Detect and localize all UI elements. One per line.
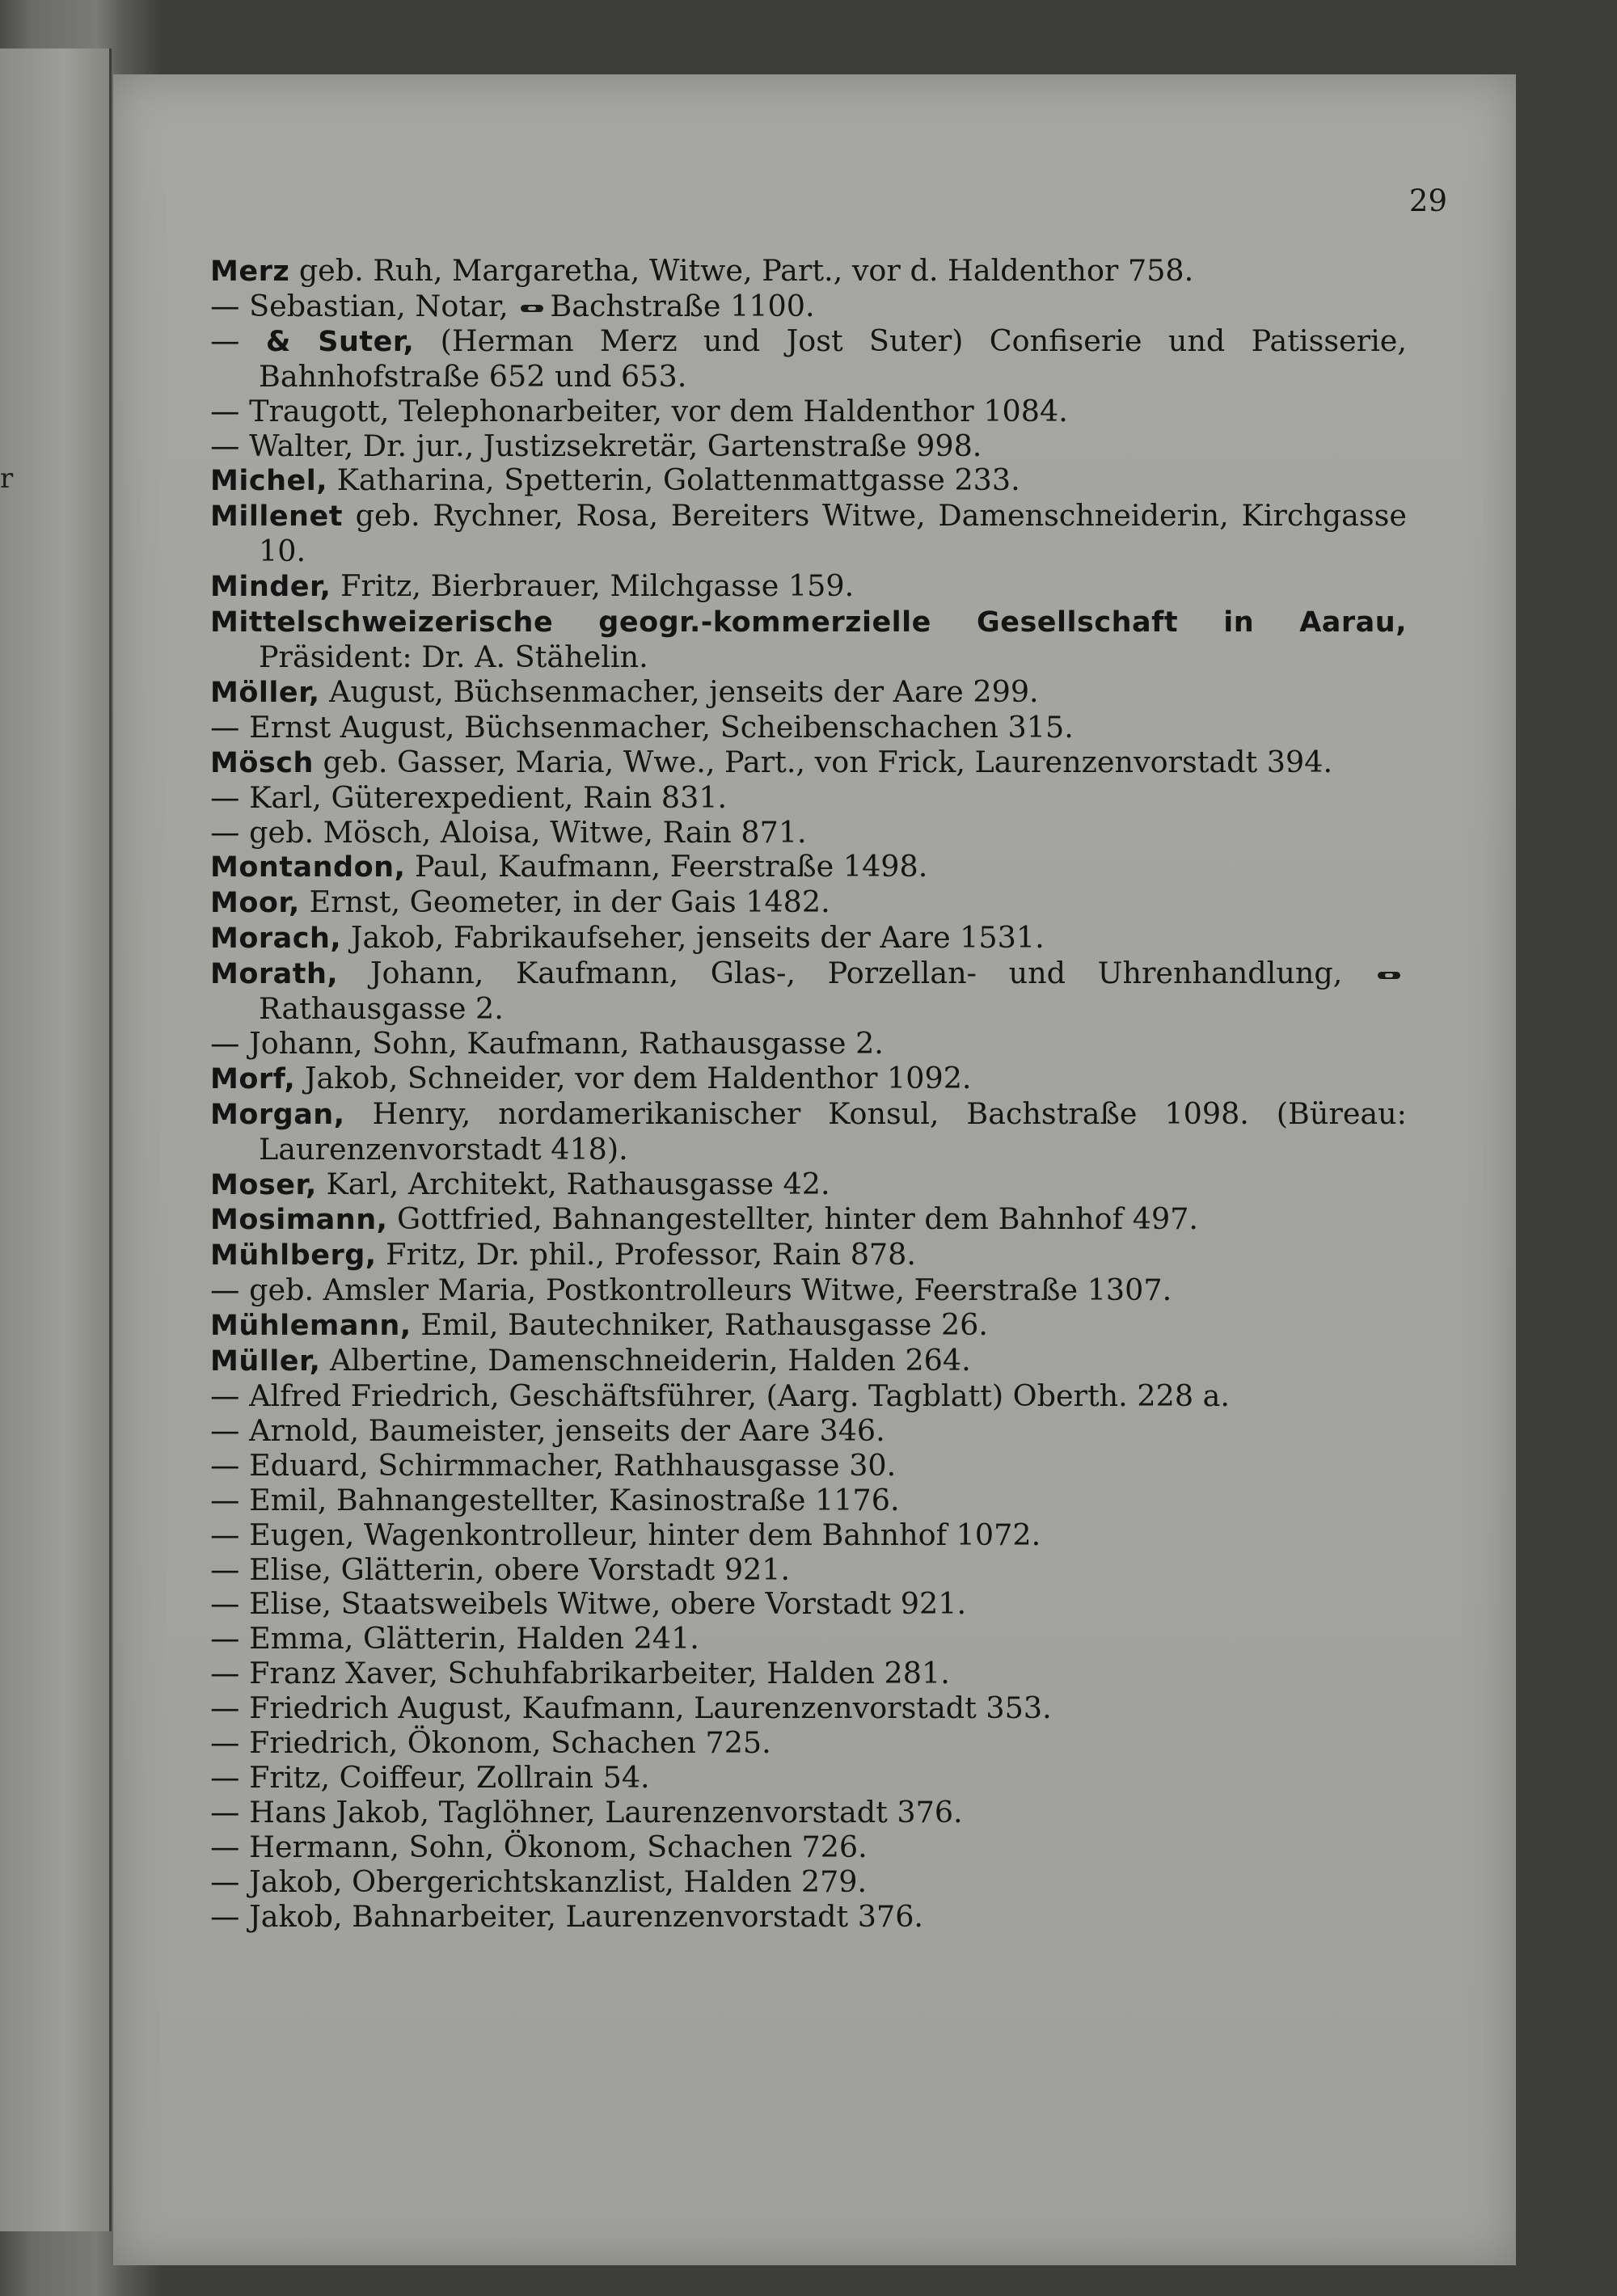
directory-entry: [210, 1761, 1407, 1796]
entry-surname: Mühlemann,: [210, 1310, 412, 1343]
entry-details: Katharina, Spetterin, Golattenmattgasse 233.: [336, 462, 1020, 498]
entry-firm-name: & Suter,: [265, 325, 415, 358]
directory-entry: [210, 1726, 1407, 1761]
directory-entry: [210, 1553, 1407, 1588]
directory-entry: [210, 324, 1407, 395]
entry-surname: Moser,: [210, 1168, 317, 1201]
directory-entry: [210, 1484, 1407, 1518]
directory-entry: [210, 254, 1407, 289]
entry-details: Emil, Bautechniker, Rathausgasse 26.: [420, 1307, 988, 1343]
repeat-dash: —: [210, 1586, 250, 1622]
repeat-dash: —: [210, 1447, 250, 1483]
entry-surname: Mittelschweizerische geogr.-kommerzielle Gesellschaft in Aarau,: [210, 606, 1407, 639]
directory-entry: [210, 1308, 1407, 1344]
entry-details: Gottfried, Bahnangestellter, hinter dem Bahnhof 497.: [397, 1201, 1199, 1237]
entry-details: Paul, Kaufmann, Feerstraße 1498.: [414, 849, 928, 884]
directory-entry: [210, 1202, 1407, 1238]
directory-entry: [210, 395, 1407, 429]
entry-surname: Morath,: [210, 958, 339, 991]
directory-entry: [210, 711, 1407, 745]
repeat-dash: —: [210, 1690, 250, 1726]
entry-surname: Michel,: [210, 465, 328, 498]
entry-surname: Millenet: [210, 500, 343, 534]
repeat-dash: —: [210, 393, 250, 428]
entry-details: Eduard, Schirmmacher, Rathhausgasse 30.: [249, 1447, 897, 1483]
directory-entry: [210, 816, 1407, 850]
entry-details: August, Büchsenmacher, jenseits der Aare 299.: [329, 673, 1039, 709]
entry-details-address: Bachstraße 1100.: [550, 288, 815, 323]
directory-entry: [210, 1238, 1407, 1273]
directory-entry: [210, 956, 1407, 1027]
entry-details: Hermann, Sohn, Ökonom, Schachen 726.: [249, 1829, 868, 1864]
repeat-dash: —: [210, 1412, 250, 1448]
entry-details: geb. Ruh, Margaretha, Witwe, Part., vor d. Haldenthor 758.: [298, 253, 1194, 288]
entry-surname: Montandon,: [210, 851, 406, 884]
repeat-dash: —: [210, 288, 250, 323]
repeat-dash: —: [210, 779, 250, 815]
directory-entry: [210, 463, 1407, 499]
repeat-dash: —: [210, 1517, 250, 1552]
entry-details: geb. Amsler Maria, Postkontrolleurs Witwe, Feerstraße 1307.: [249, 1273, 1172, 1308]
entry-surname: Möller,: [210, 676, 320, 709]
entry-details: Emil, Bahnangestellter, Kasinostraße 1176.: [249, 1482, 900, 1517]
entry-details: Ernst August, Büchsenmacher, Scheibenschachen 315.: [249, 709, 1074, 745]
repeat-dash: —: [210, 323, 266, 358]
entry-details: geb. Mösch, Aloisa, Witwe, Rain 871.: [249, 814, 807, 850]
directory-entry: [210, 1830, 1407, 1865]
repeat-dash: —: [210, 1482, 250, 1517]
directory-entry: [210, 921, 1407, 956]
directory-entry: [210, 1167, 1407, 1203]
entry-details: Albertine, Damenschneiderin, Halden 264.: [330, 1343, 971, 1378]
directory-entry: [210, 885, 1407, 921]
repeat-dash: —: [210, 1025, 250, 1061]
directory-entry: [210, 1027, 1407, 1061]
previous-page-edge: [0, 49, 112, 2231]
entry-surname: Mosimann,: [210, 1204, 388, 1237]
entry-details: Friedrich, Ökonom, Schachen 725.: [249, 1725, 771, 1761]
directory-entry: [210, 1414, 1407, 1449]
entry-details: Walter, Dr. jur., Justizsekretär, Gartenstraße 998.: [249, 428, 982, 463]
repeat-dash: —: [210, 428, 250, 463]
telephone-icon: [521, 303, 545, 314]
entry-details: Friedrich August, Kaufmann, Laurenzenvorstadt 353.: [249, 1690, 1052, 1726]
entry-details: Präsident: Dr. A. Stähelin.: [259, 639, 648, 674]
directory-entry: [210, 1449, 1407, 1484]
repeat-dash: —: [210, 1621, 250, 1657]
telephone-icon: [1378, 970, 1402, 981]
entry-details: Emma, Glätterin, Halden 241.: [249, 1621, 699, 1657]
directory-entry: [210, 1900, 1407, 1935]
entry-surname: Müller,: [210, 1345, 321, 1378]
entry-details: Franz Xaver, Schuhfabrikarbeiter, Halden 281.: [249, 1656, 950, 1691]
entry-details: Fritz, Bierbrauer, Milchgasse 159.: [340, 568, 855, 604]
entry-details: geb. Gasser, Maria, Wwe., Part., von Frick, Laurenzenvorstadt 394.: [323, 744, 1333, 779]
directory-entry: [210, 1061, 1407, 1097]
directory-entry: [210, 1379, 1407, 1414]
entry-surname: Merz: [210, 255, 290, 288]
entry-details: Sebastian, Notar,: [249, 288, 509, 323]
directory-entry: [210, 1691, 1407, 1726]
page-number: 29: [1408, 184, 1447, 218]
repeat-dash: —: [210, 1551, 250, 1587]
directory-entry: [210, 781, 1407, 816]
entry-details: Johann, Sohn, Kaufmann, Rathausgasse 2.: [249, 1025, 884, 1061]
directory-entry: [210, 850, 1407, 885]
directory-entry: [210, 605, 1407, 675]
repeat-dash: —: [210, 1725, 250, 1761]
entry-surname: Morf,: [210, 1062, 296, 1095]
entry-details: Jakob, Obergerichtskanzlist, Halden 279.: [249, 1863, 868, 1899]
entry-details: Elise, Staatsweibels Witwe, obere Vorstadt 921.: [249, 1586, 967, 1622]
repeat-dash: —: [210, 709, 250, 745]
directory-entry: [210, 569, 1407, 605]
entry-details: Hans Jakob, Taglöhner, Laurenzenvorstadt 376.: [249, 1794, 963, 1830]
directory-entry: [210, 1344, 1407, 1379]
directory-entry: [210, 1587, 1407, 1622]
entry-details: Johann, Kaufmann, Glas-, Porzellan- und Uhrenhandlung,: [369, 956, 1343, 991]
directory-entry: [210, 1657, 1407, 1691]
directory-entry: [210, 1622, 1407, 1657]
entry-details: Eugen, Wagenkontrolleur, hinter dem Bahnhof 1072.: [249, 1517, 1041, 1552]
directory-entry: [210, 289, 1407, 324]
entry-details: geb. Rychner, Rosa, Bereiters Witwe, Damenschneiderin, Kirchgasse 10.: [259, 498, 1407, 569]
entry-details: Jakob, Bahnarbeiter, Laurenzenvorstadt 376.: [249, 1898, 924, 1934]
entry-surname: Mühlberg,: [210, 1239, 377, 1273]
entry-details: Karl, Architekt, Rathausgasse 42.: [326, 1166, 830, 1201]
entry-details: Alfred Friedrich, Geschäftsführer, (Aarg. Tagblatt) Oberth. 228 a.: [249, 1378, 1231, 1413]
repeat-dash: —: [210, 1759, 250, 1795]
entry-details: Elise, Glätterin, obere Vorstadt 921.: [249, 1551, 791, 1587]
entry-details: Fritz, Dr. phil., Professor, Rain 878.: [386, 1237, 916, 1273]
entry-details: Jakob, Schneider, vor dem Haldenthor 1092.: [304, 1060, 972, 1095]
entry-surname: Mösch: [210, 746, 314, 779]
directory-entry: [210, 1273, 1407, 1308]
repeat-dash: —: [210, 1863, 250, 1899]
directory-entry: [210, 429, 1407, 464]
repeat-dash: —: [210, 1794, 250, 1830]
entry-surname: Morach,: [210, 922, 342, 956]
previous-page-fragment: r: [0, 462, 14, 495]
entry-details: Traugott, Telephonarbeiter, vor dem Haldenthor 1084.: [249, 393, 1068, 428]
entry-details: Karl, Güterexpedient, Rain 831.: [249, 779, 728, 815]
directory-entry: [210, 1865, 1407, 1900]
repeat-dash: —: [210, 1378, 250, 1413]
directory-entry: [210, 499, 1407, 569]
directory-entry: [210, 675, 1407, 711]
repeat-dash: —: [210, 1898, 250, 1934]
entry-details: Arnold, Baumeister, jenseits der Aare 346.: [249, 1412, 885, 1448]
directory-entry: [210, 1097, 1407, 1167]
repeat-dash: —: [210, 814, 250, 850]
entry-details: (Herman Merz und Jost Suter) Confiserie und Patisserie, Bahnhofstraße 652 und 653.: [259, 323, 1407, 394]
entry-surname: Minder,: [210, 571, 331, 604]
directory-entry: [210, 1518, 1407, 1553]
entry-details-address: Rathausgasse 2.: [259, 991, 504, 1027]
repeat-dash: —: [210, 1829, 250, 1864]
repeat-dash: —: [210, 1656, 250, 1691]
entry-details: Jakob, Fabrikaufseher, jenseits der Aare 1531.: [350, 920, 1045, 956]
entry-details: Henry, nordamerikanischer Konsul, Bachstraße 1098. (Büreau: Laurenzenvorstadt 418).: [259, 1095, 1407, 1167]
entry-surname: Moor,: [210, 887, 300, 920]
entry-surname: Morgan,: [210, 1098, 345, 1131]
entry-details: Fritz, Coiffeur, Zollrain 54.: [249, 1759, 650, 1795]
directory-entries: [210, 254, 1407, 1935]
entry-details: Ernst, Geometer, in der Gais 1482.: [309, 884, 830, 920]
repeat-dash: —: [210, 1273, 250, 1308]
directory-page: [113, 74, 1516, 2265]
directory-entry: [210, 1796, 1407, 1830]
directory-entry: [210, 745, 1407, 781]
